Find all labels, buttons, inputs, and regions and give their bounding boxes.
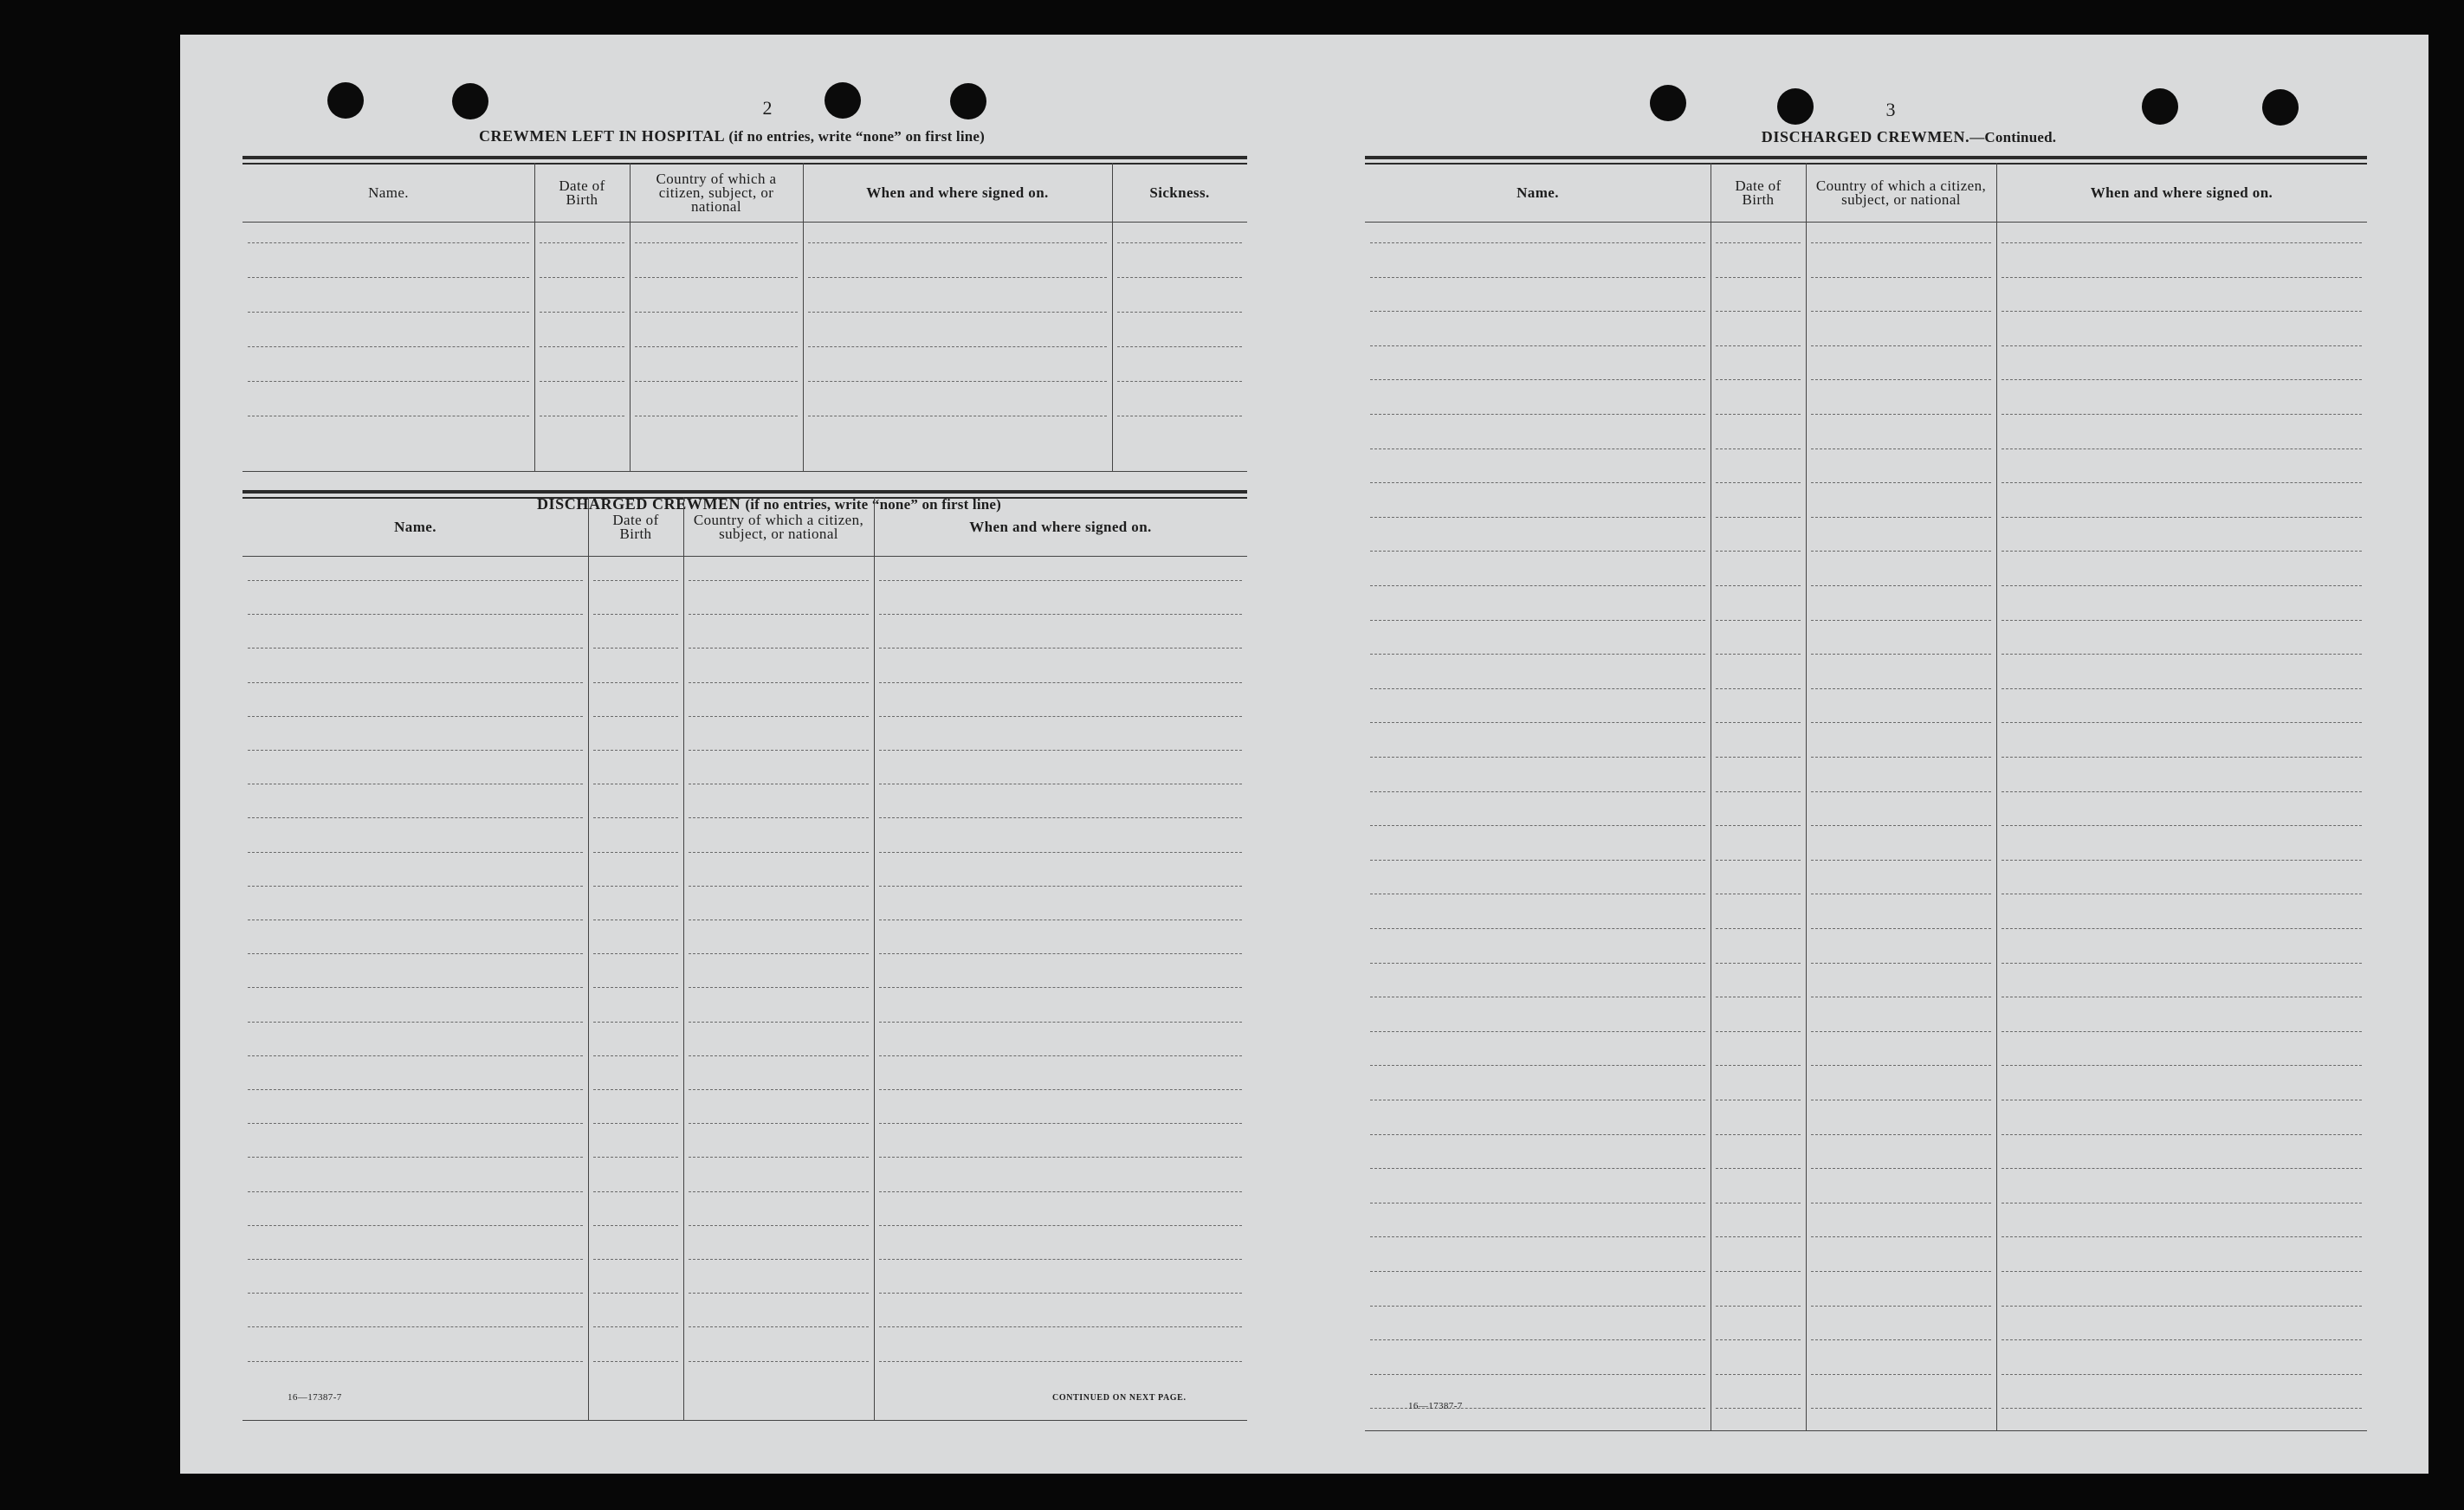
entry-line	[1811, 1236, 1991, 1237]
entry-line	[2002, 1134, 2362, 1135]
entry-line	[2002, 517, 2362, 518]
col-header-signed-on: When and where signed on.	[2090, 184, 2273, 201]
entry-line	[1370, 1168, 1705, 1169]
discharged-table-right	[1365, 156, 2367, 1432]
col-header-country: Country of which a citizen, subject, or national	[693, 512, 864, 542]
header-rule	[243, 490, 1247, 494]
entry-line	[1811, 517, 1991, 518]
entry-line	[1716, 1374, 1801, 1375]
entry-line	[879, 1191, 1242, 1192]
entry-line	[2002, 1271, 2362, 1272]
entry-line	[1117, 312, 1242, 313]
entry-line	[1370, 688, 1705, 689]
form-number: 16—17387-7	[288, 1392, 342, 1403]
entry-line	[879, 886, 1242, 887]
entry-line	[2002, 757, 2362, 758]
entry-line	[879, 1259, 1242, 1260]
entry-line	[593, 1293, 678, 1294]
entry-line	[2002, 688, 2362, 689]
entry-line	[248, 580, 583, 581]
entry-line	[1716, 1236, 1801, 1237]
entry-line	[689, 1157, 869, 1158]
entry-line	[1716, 757, 1801, 758]
entry-line	[593, 817, 678, 818]
entry-line	[2002, 277, 2362, 278]
entry-line	[1716, 860, 1801, 861]
entry-line	[1716, 1306, 1801, 1307]
entry-line	[1811, 1306, 1991, 1307]
entry-line	[1370, 654, 1705, 655]
entry-line	[689, 1259, 869, 1260]
entry-line	[2002, 379, 2362, 380]
entry-line	[879, 1022, 1242, 1023]
entry-line	[1370, 757, 1705, 758]
entry-line	[879, 682, 1242, 683]
entry-line	[879, 1089, 1242, 1090]
entry-line	[1811, 379, 1991, 380]
entry-line	[2002, 963, 2362, 964]
entry-line	[1117, 277, 1242, 278]
entry-line	[593, 1361, 678, 1362]
entry-line	[2002, 825, 2362, 826]
entry-line	[593, 1089, 678, 1090]
entry-line	[1716, 311, 1801, 312]
entry-line	[593, 1225, 678, 1226]
column-divider	[630, 163, 631, 471]
entry-line	[1370, 1374, 1705, 1375]
entry-line	[1811, 277, 1991, 278]
entry-line	[248, 242, 529, 243]
entry-line	[2002, 620, 2362, 621]
entry-line	[879, 852, 1242, 853]
entry-line	[635, 312, 798, 313]
entry-line	[248, 716, 583, 717]
column-divider	[1996, 163, 1997, 1430]
header-rule	[1365, 156, 2367, 159]
entry-line	[540, 381, 624, 382]
discharged-continued-title	[1675, 128, 2143, 146]
hospital-table	[243, 156, 1247, 473]
entry-line	[1811, 1408, 1991, 1409]
entry-line	[540, 312, 624, 313]
entry-line	[2002, 585, 2362, 586]
entry-line	[689, 1293, 869, 1294]
entry-line	[2002, 860, 2362, 861]
entry-line	[1716, 620, 1801, 621]
entry-line	[1811, 1374, 1991, 1375]
entry-line	[1370, 242, 1705, 243]
entry-line	[2002, 1031, 2362, 1032]
entry-line	[1370, 1339, 1705, 1340]
entry-line	[2002, 242, 2362, 243]
entry-line	[1716, 688, 1801, 689]
entry-line	[248, 1326, 583, 1327]
entry-line	[540, 277, 624, 278]
col-header-dob: Date of Birth	[612, 512, 659, 542]
entry-line	[248, 1055, 583, 1056]
continued-note: CONTINUED ON NEXT PAGE.	[1052, 1393, 1187, 1403]
entry-line	[1370, 620, 1705, 621]
entry-line	[540, 242, 624, 243]
entry-line	[248, 381, 529, 382]
entry-line	[879, 1293, 1242, 1294]
entry-line	[1811, 311, 1991, 312]
entry-line	[879, 1123, 1242, 1124]
entry-line	[689, 682, 869, 683]
entry-line	[1811, 860, 1991, 861]
entry-line	[248, 987, 583, 988]
entry-line	[689, 750, 869, 751]
col-header-dob: Date of Birth	[1735, 177, 1782, 208]
entry-line	[1370, 448, 1705, 449]
entry-line	[248, 1361, 583, 1362]
entry-line	[1117, 381, 1242, 382]
entry-line	[1716, 963, 1801, 964]
entry-line	[1370, 1031, 1705, 1032]
entry-line	[1370, 1306, 1705, 1307]
entry-line	[593, 648, 678, 649]
punch-hole	[950, 83, 986, 119]
entry-line	[1716, 1065, 1801, 1066]
entry-line	[689, 1225, 869, 1226]
col-header-signed-on: When and where signed on.	[866, 184, 1049, 201]
entry-line	[879, 1055, 1242, 1056]
entry-line	[879, 953, 1242, 954]
entry-line	[1716, 722, 1801, 723]
entry-line	[1370, 551, 1705, 552]
entry-line	[879, 987, 1242, 988]
entry-line	[1716, 242, 1801, 243]
entry-line	[689, 1089, 869, 1090]
entry-line	[1716, 379, 1801, 380]
entry-line	[540, 346, 624, 347]
header-bottom-rule	[243, 222, 1247, 223]
entry-line	[1370, 345, 1705, 346]
entry-line	[1716, 791, 1801, 792]
entry-line	[2002, 1168, 2362, 1169]
entry-line	[2002, 1236, 2362, 1237]
col-header-sickness: Sickness.	[1149, 184, 1210, 201]
column-divider	[874, 497, 875, 1420]
entry-line	[1716, 414, 1801, 415]
entry-line	[593, 953, 678, 954]
entry-line	[2002, 414, 2362, 415]
entry-line	[1811, 1339, 1991, 1340]
entry-line	[689, 987, 869, 988]
entry-line	[248, 886, 583, 887]
punch-hole	[2262, 89, 2299, 126]
entry-line	[1370, 1134, 1705, 1135]
entry-line	[808, 312, 1107, 313]
entry-line	[689, 648, 869, 649]
hospital-title-note: (if no entries, write “none” on first line)	[728, 128, 986, 145]
entry-line	[1811, 414, 1991, 415]
entry-line	[2002, 1339, 2362, 1340]
entry-line	[593, 1326, 678, 1327]
form-number: 16—17387-7	[1408, 1401, 1463, 1411]
entry-line	[2002, 1408, 2362, 1409]
entry-line	[1370, 414, 1705, 415]
punch-hole	[1650, 85, 1686, 121]
entry-line	[689, 1326, 869, 1327]
entry-line	[689, 1022, 869, 1023]
page-number: 3	[1885, 99, 1896, 120]
column-divider	[534, 163, 535, 471]
punch-hole	[452, 83, 488, 119]
entry-line	[2002, 345, 2362, 346]
entry-line	[1716, 517, 1801, 518]
entry-line	[1811, 620, 1991, 621]
entry-line	[689, 953, 869, 954]
entry-line	[1370, 928, 1705, 929]
entry-line	[689, 1361, 869, 1362]
entry-line	[248, 1293, 583, 1294]
entry-line	[593, 1123, 678, 1124]
punch-hole	[2142, 88, 2178, 125]
entry-line	[1370, 1065, 1705, 1066]
entry-line	[593, 716, 678, 717]
entry-line	[689, 852, 869, 853]
entry-line	[808, 346, 1107, 347]
entry-line	[1716, 1271, 1801, 1272]
entry-line	[2002, 722, 2362, 723]
entry-line	[1811, 963, 1991, 964]
entry-line	[689, 580, 869, 581]
entry-line	[1370, 379, 1705, 380]
entry-line	[1370, 517, 1705, 518]
entry-line	[593, 886, 678, 887]
entry-line	[1811, 928, 1991, 929]
entry-line	[1811, 1065, 1991, 1066]
table-bottom-rule	[243, 1420, 1247, 1421]
entry-line	[1370, 277, 1705, 278]
hospital-section-title	[437, 127, 1026, 145]
entry-line	[593, 1022, 678, 1023]
col-header-country: Country of which a citizen, subject, or national	[656, 171, 777, 215]
entry-line	[593, 750, 678, 751]
col-header-signed-on: When and where signed on.	[969, 519, 1152, 535]
column-divider	[683, 497, 684, 1420]
entry-line	[689, 1123, 869, 1124]
entry-line	[2002, 654, 2362, 655]
entry-line	[1811, 1271, 1991, 1272]
entry-line	[1716, 654, 1801, 655]
entry-line	[689, 817, 869, 818]
col-header-name: Name.	[368, 184, 409, 201]
entry-line	[593, 1055, 678, 1056]
entry-line	[1370, 311, 1705, 312]
entry-line	[689, 886, 869, 887]
entry-line	[248, 614, 583, 615]
entry-line	[1716, 448, 1801, 449]
col-header-name: Name.	[394, 519, 437, 535]
entry-line	[689, 614, 869, 615]
entry-line	[248, 1022, 583, 1023]
entry-line	[248, 1225, 583, 1226]
entry-line	[1811, 242, 1991, 243]
col-header-name: Name.	[1517, 184, 1559, 201]
entry-line	[593, 1259, 678, 1260]
entry-line	[593, 852, 678, 853]
entry-line	[593, 682, 678, 683]
entry-line	[248, 953, 583, 954]
entry-line	[2002, 1065, 2362, 1066]
entry-line	[2002, 1306, 2362, 1307]
discharged-continued-note: —Continued.	[1969, 129, 2057, 145]
header-rule	[243, 156, 1247, 159]
entry-line	[593, 614, 678, 615]
entry-line	[635, 277, 798, 278]
entry-line	[248, 852, 583, 853]
entry-line	[1370, 585, 1705, 586]
entry-line	[248, 1259, 583, 1260]
entry-line	[808, 277, 1107, 278]
entry-line	[1716, 551, 1801, 552]
entry-line	[879, 580, 1242, 581]
entry-line	[1716, 825, 1801, 826]
header-bottom-rule	[243, 556, 1247, 557]
entry-line	[879, 716, 1242, 717]
entry-line	[1811, 1031, 1991, 1032]
entry-line	[593, 1191, 678, 1192]
entry-line	[593, 987, 678, 988]
entry-line	[1811, 722, 1991, 723]
col-header-dob: Date of Birth	[559, 177, 605, 208]
entry-line	[248, 312, 529, 313]
hospital-title-text: CREWMEN LEFT IN HOSPITAL	[478, 127, 725, 145]
entry-line	[248, 750, 583, 751]
entry-line	[879, 1157, 1242, 1158]
entry-line	[1811, 345, 1991, 346]
entry-line	[635, 346, 798, 347]
header-bottom-rule	[1365, 222, 2367, 223]
entry-line	[1370, 1236, 1705, 1237]
entry-line	[879, 614, 1242, 615]
entry-line	[879, 750, 1242, 751]
entry-line	[1811, 448, 1991, 449]
entry-line	[879, 1361, 1242, 1362]
entry-line	[1716, 1168, 1801, 1169]
entry-line	[1716, 928, 1801, 929]
entry-line	[1716, 277, 1801, 278]
table-bottom-rule	[1365, 1430, 2367, 1431]
entry-line	[2002, 482, 2362, 483]
column-divider	[588, 497, 589, 1420]
entry-line	[1716, 482, 1801, 483]
discharged-table-left	[243, 490, 1247, 1422]
entry-line	[1370, 825, 1705, 826]
entry-line	[593, 580, 678, 581]
entry-line	[2002, 928, 2362, 929]
col-header-country: Country of which a citizen, subject, or national	[1815, 177, 1987, 208]
entry-line	[879, 1326, 1242, 1327]
entry-line	[808, 381, 1107, 382]
entry-line	[248, 648, 583, 649]
entry-line	[1811, 825, 1991, 826]
entry-line	[879, 817, 1242, 818]
document-sheet	[180, 35, 2428, 1474]
entry-line	[248, 682, 583, 683]
entry-line	[1370, 963, 1705, 964]
punch-hole	[825, 82, 861, 119]
entry-line	[1716, 585, 1801, 586]
entry-line	[689, 716, 869, 717]
entry-line	[1811, 654, 1991, 655]
entry-line	[1811, 482, 1991, 483]
entry-line	[2002, 448, 2362, 449]
entry-line	[1811, 1168, 1991, 1169]
entry-line	[248, 1123, 583, 1124]
entry-line	[248, 1157, 583, 1158]
entry-line	[1370, 722, 1705, 723]
entry-line	[1716, 345, 1801, 346]
entry-line	[1117, 346, 1242, 347]
discharged-title-text: DISCHARGED CREWMEN	[536, 495, 741, 513]
entry-line	[2002, 791, 2362, 792]
entry-line	[1716, 1339, 1801, 1340]
entry-line	[1811, 757, 1991, 758]
entry-line	[1370, 482, 1705, 483]
entry-line	[1716, 1408, 1801, 1409]
entry-line	[1811, 551, 1991, 552]
entry-line	[689, 1191, 869, 1192]
entry-line	[2002, 551, 2362, 552]
entry-line	[879, 648, 1242, 649]
entry-line	[248, 1089, 583, 1090]
discharged-continued-text: DISCHARGED CREWMEN.	[1761, 128, 1970, 145]
entry-line	[1370, 860, 1705, 861]
entry-line	[1117, 242, 1242, 243]
entry-line	[1811, 688, 1991, 689]
entry-line	[808, 242, 1107, 243]
table-bottom-rule	[243, 471, 1247, 472]
entry-line	[1716, 1031, 1801, 1032]
entry-line	[1370, 791, 1705, 792]
entry-line	[1811, 585, 1991, 586]
entry-line	[1811, 1134, 1991, 1135]
punch-hole	[327, 82, 364, 119]
entry-line	[593, 1157, 678, 1158]
punch-hole	[1777, 88, 1814, 125]
entry-line	[2002, 1374, 2362, 1375]
entry-line	[248, 277, 529, 278]
entry-line	[1811, 791, 1991, 792]
entry-line	[2002, 311, 2362, 312]
entry-line	[1716, 1134, 1801, 1135]
entry-line	[1370, 1271, 1705, 1272]
entry-line	[635, 381, 798, 382]
column-divider	[1806, 163, 1807, 1430]
entry-line	[248, 1191, 583, 1192]
entry-line	[689, 1055, 869, 1056]
entry-line	[248, 346, 529, 347]
page-number: 2	[762, 97, 773, 119]
entry-line	[635, 242, 798, 243]
discharged-title-note: (if no entries, write “none” on first line)	[745, 496, 1002, 513]
entry-line	[248, 817, 583, 818]
entry-line	[879, 1225, 1242, 1226]
